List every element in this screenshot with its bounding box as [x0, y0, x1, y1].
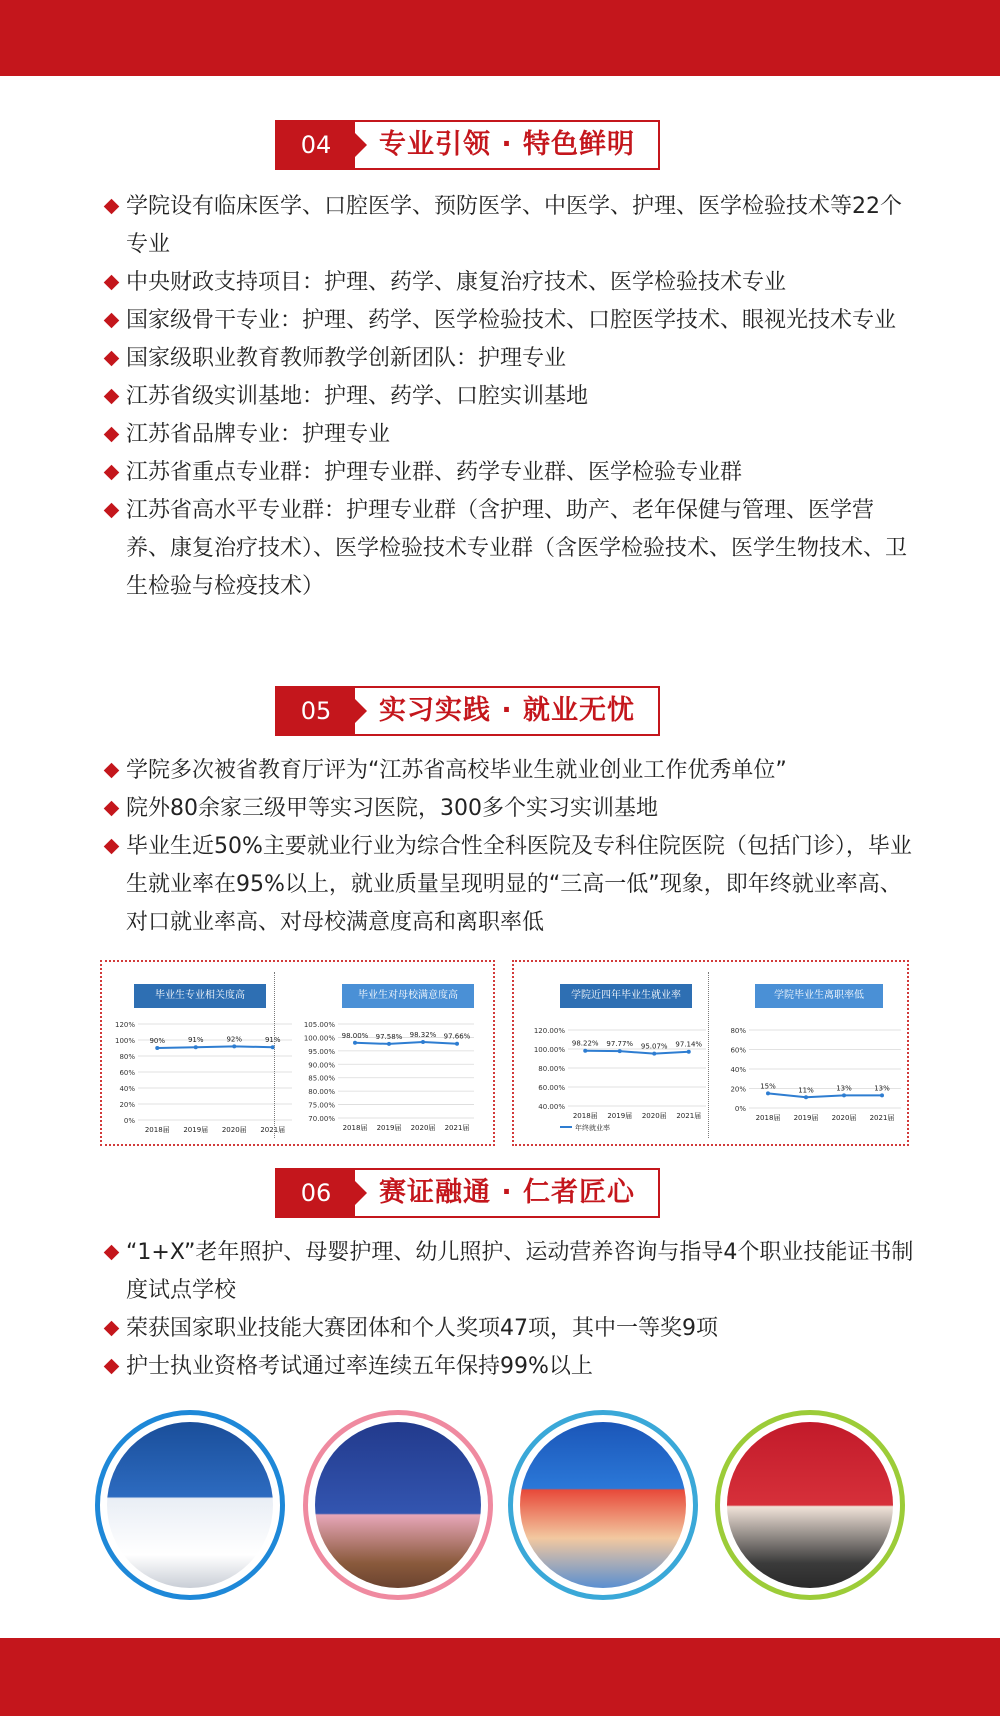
y-tick-label: 40.00% [538, 1103, 565, 1111]
x-tick-label: 2020届 [831, 1114, 857, 1122]
list-item: 学院多次被省教育厅评为“江苏省高校毕业生就业创业工作优秀单位” [104, 752, 914, 790]
data-label: 97.14% [675, 1040, 703, 1049]
list-item: 荣获国家职业技能大赛团体和个人奖项47项，其中一等奖9项 [104, 1310, 914, 1348]
chart-plot [292, 972, 477, 1138]
list-item: 国家级职业教育教师教学创新团队：护理专业 [104, 340, 914, 378]
list-item: “1+X”老年照护、母婴护理、幼儿照护、运动营养咨询与指导4个职业技能证书制度试点学校 [104, 1234, 914, 1310]
legend-label: 年终就业率 [575, 1124, 610, 1132]
photo-circle [95, 1410, 285, 1600]
y-tick-label: 100.00% [533, 1046, 565, 1054]
section-title: 赛证融通 · 仁者匠心 [379, 1177, 636, 1208]
arrow-icon [355, 1181, 367, 1205]
data-point [421, 1040, 425, 1044]
data-label: 92% [226, 1035, 243, 1044]
data-point [618, 1049, 622, 1053]
divider [708, 972, 709, 1138]
data-point [353, 1041, 357, 1045]
data-point [842, 1093, 846, 1097]
data-label: 98.22% [571, 1039, 599, 1048]
y-tick-label: 80% [730, 1027, 746, 1035]
x-tick-label: 2020届 [641, 1112, 667, 1120]
data-point [880, 1093, 884, 1097]
bottom-red-band [0, 1638, 1000, 1716]
y-tick-label: 90.00% [308, 1061, 335, 1070]
x-tick-label: 2020届 [410, 1124, 436, 1132]
chart-relevance [112, 972, 297, 1138]
list-item: 国家级骨干专业：护理、药学、医学检验技术、口腔医学技术、眼视光技术专业 [104, 302, 914, 340]
list-item: 院外80余家三级甲等实习医院，300多个实习实训基地 [104, 790, 914, 828]
list-item: 护士执业资格考试通过率连续五年保持99%以上 [104, 1348, 914, 1386]
y-tick-label: 60% [119, 1069, 135, 1077]
data-point [687, 1050, 691, 1054]
section-title: 专业引领 · 特色鲜明 [379, 129, 636, 160]
photo-image [520, 1422, 686, 1588]
data-point [232, 1044, 236, 1048]
charts-box-left [100, 960, 495, 1146]
x-tick-label: 2020届 [221, 1126, 247, 1134]
y-tick-label: 105.00% [303, 1021, 335, 1029]
list-item: 江苏省级实训基地：护理、药学、口腔实训基地 [104, 378, 914, 416]
y-tick-label: 120.00% [533, 1027, 565, 1035]
section-04-header [275, 120, 660, 170]
chart-satisfaction [292, 972, 477, 1138]
arrow-icon [355, 133, 367, 157]
y-tick-label: 100.00% [303, 1034, 335, 1043]
chart-title: 学院毕业生离职率低 [755, 984, 883, 1008]
section-06-header [275, 1168, 660, 1218]
photo-image [727, 1422, 893, 1588]
list-item: 学院设有临床医学、口腔医学、预防医学、中医学、护理、医学检验技术等22个专业 [104, 188, 914, 264]
divider [274, 972, 275, 1138]
list-item: 江苏省高水平专业群：护理专业群（含护理、助产、老年保健与管理、医学营养、康复治疗技术）、医学检验技术专业群（含医学检验技术、医学生物技术、卫生检验与检疫技术） [104, 492, 914, 606]
data-label: 97.58% [375, 1032, 403, 1041]
section-number: 04 [277, 122, 355, 168]
photo-circle [508, 1410, 698, 1600]
data-point [455, 1042, 459, 1046]
data-label: 13% [874, 1084, 890, 1093]
chart-plot [524, 972, 709, 1138]
chart-title: 毕业生对母校满意度高 [342, 984, 474, 1008]
top-red-band [0, 0, 1000, 76]
list-item: 江苏省重点专业群：护理专业群、药学专业群、医学检验专业群 [104, 454, 914, 492]
x-tick-label: 2021届 [444, 1124, 470, 1132]
y-tick-label: 60% [730, 1046, 746, 1055]
data-point [155, 1046, 159, 1050]
series-line [768, 1093, 882, 1097]
x-tick-label: 2021届 [676, 1112, 702, 1120]
y-tick-label: 95.00% [308, 1047, 335, 1056]
y-tick-label: 0% [734, 1105, 746, 1113]
photo-circle [715, 1410, 905, 1600]
y-tick-label: 75.00% [308, 1101, 335, 1110]
chart-plot [112, 972, 297, 1138]
y-tick-label: 70.00% [308, 1115, 335, 1123]
section-04-list [104, 188, 914, 606]
data-label: 91% [187, 1036, 204, 1045]
x-tick-label: 2019届 [793, 1114, 819, 1122]
data-label: 97.77% [606, 1040, 634, 1049]
y-tick-label: 100% [114, 1037, 135, 1045]
arrow-icon [355, 699, 367, 723]
x-tick-label: 2019届 [183, 1126, 209, 1134]
chart-turnover [719, 972, 904, 1138]
y-tick-label: 60.00% [538, 1084, 565, 1092]
section-05-list [104, 752, 914, 942]
section-06-list [104, 1234, 914, 1386]
y-tick-label: 120% [114, 1021, 135, 1029]
series-line [157, 1046, 273, 1048]
data-label: 98.32% [409, 1030, 437, 1039]
photo-image [315, 1422, 481, 1588]
chart-employment [524, 972, 709, 1138]
x-tick-label: 2019届 [607, 1112, 633, 1120]
data-point [804, 1095, 808, 1099]
list-item: 江苏省品牌专业：护理专业 [104, 416, 914, 454]
data-point [194, 1045, 198, 1049]
y-tick-label: 20% [730, 1085, 746, 1094]
x-tick-label: 2018届 [144, 1126, 170, 1134]
y-tick-label: 80% [119, 1053, 135, 1061]
data-point [387, 1042, 391, 1046]
section-number: 06 [277, 1170, 355, 1216]
list-item: 毕业生近50%主要就业行业为综合性全科医院及专科住院医院（包括门诊），毕业生就业率在95%以上，就业质量呈现明显的“三高一低”现象，即年终就业率高、对口就业率高、对母校满意度高和离职率低 [104, 828, 914, 942]
x-tick-label: 2021届 [260, 1126, 286, 1134]
data-label: 13% [836, 1084, 852, 1093]
data-label: 98.00% [341, 1031, 369, 1040]
section-title: 实习实践 · 就业无忧 [379, 695, 636, 726]
y-tick-label: 40% [730, 1066, 746, 1074]
charts-box-right [512, 960, 909, 1146]
section-number: 05 [277, 688, 355, 734]
series-line [355, 1042, 457, 1044]
series-line [585, 1051, 689, 1054]
y-tick-label: 0% [123, 1117, 135, 1125]
section-05-header [275, 686, 660, 736]
photo-image [107, 1422, 273, 1588]
x-tick-label: 2018届 [755, 1114, 781, 1122]
data-point [766, 1091, 770, 1095]
y-tick-label: 85.00% [308, 1074, 335, 1083]
y-tick-label: 40% [119, 1085, 135, 1093]
x-tick-label: 2019届 [376, 1124, 402, 1132]
chart-title: 学院近四年毕业生就业率 [560, 984, 692, 1008]
y-tick-label: 80.00% [308, 1088, 335, 1097]
data-point [583, 1049, 587, 1053]
x-tick-label: 2018届 [572, 1112, 598, 1120]
chart-title: 毕业生专业相关度高 [134, 984, 266, 1008]
data-label: 91% [264, 1036, 281, 1045]
chart-plot [719, 972, 904, 1138]
x-tick-label: 2018届 [342, 1124, 368, 1132]
photo-circle [303, 1410, 493, 1600]
data-label: 95.07% [640, 1042, 668, 1051]
data-label: 11% [798, 1086, 814, 1095]
data-point [652, 1052, 656, 1056]
x-tick-label: 2021届 [869, 1114, 895, 1122]
data-label: 97.66% [443, 1032, 471, 1041]
y-tick-label: 80.00% [538, 1065, 565, 1073]
y-tick-label: 20% [119, 1101, 135, 1109]
data-label: 15% [760, 1082, 776, 1091]
list-item: 中央财政支持项目：护理、药学、康复治疗技术、医学检验技术专业 [104, 264, 914, 302]
data-label: 90% [149, 1037, 166, 1045]
